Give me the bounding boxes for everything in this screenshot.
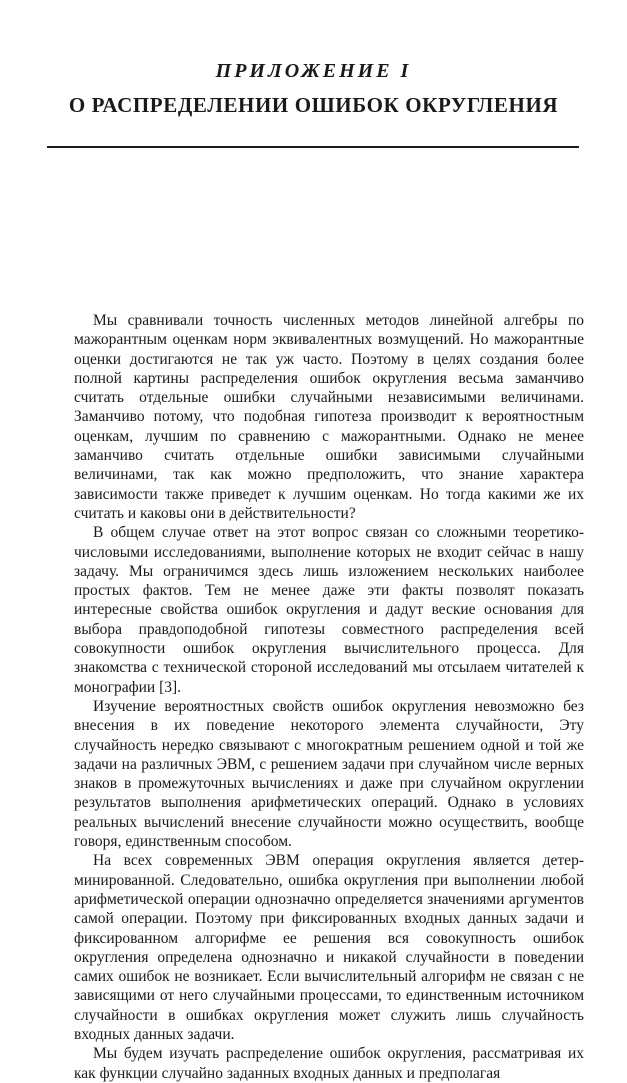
paragraph: Изучение вероятностных свойств ошибок округления невозможно без внесения в их поведение некоторого элемента случайности, Эту случайность нередко связывают с многократным решением одной и той же задачи на различных ЭВМ, с решением задачи при случайном числе верных знаков в промежуточных вычислениях и даже при случайном округлении результатов выполнения арифметических операций. Однако в условиях реальных вычислений внесение случайности можно осуществить, вообще говоря, единственным способом. [74,697,584,851]
title-divider [47,146,579,148]
paragraph: Мы будем изучать распределение ошибок округления, рассматривая их как функции случайно заданных входных данных и предполагая [74,1045,584,1082]
paragraph: На всех современных ЭВМ операция округления является детерминированной. Следовательно, ошибка округления при выполнении любой арифметической операции однозначно определяется значениями аргументов самой операции. Поэтому при фиксированных входных данных задачи и фиксированном алгорифме ее решения вся совокупность ошибок округления определена однозначно и никакой случайности в поведении самих ошибок не возникает. Если вычислительный алгорифм не связан с не зависящими от него случайными процессами, то единственным источником случайности в ошибках округления может служить лишь случайность входных данных задачи. [74,852,584,1043]
paragraph: Мы сравнивали точность численных методов линейной алгебры по мажорантным оценкам норм эквивалентных возмущений. Но мажорантные оценки достигаются не так уж часто. Поэтому в целях создания более полной картины распределения ошибок округления весьма заманчиво считать отдельные ошибки случайными независимыми величинами. Заманчиво потому, что подобная гипотеза производит к вероятностным оценкам, лучшим по сравнению с мажорантными. Однако не менее заманчиво считать отдельные ошибки зависимыми случайными величинами, так как можно предположить, что знание характера зависимости также приведет к лучшим оценкам. Но тогда какими же их считать и каковы они в действительности? [74,312,584,522]
chapter-title: О РАСПРЕДЕЛЕНИИ ОШИБОК ОКРУГЛЕНИЯ [68,93,559,117]
body-text [74,311,584,1083]
paragraph: В общем случае ответ на этот вопрос связан со сложными теоретико-числовыми исследованиями, выполнение которых не входит сейчас в нашу задачу. Мы ограничимся здесь лишь изложением нескольких наиболее простых фактов. Тем не менее даже эти факты позволят показать интересные свойства ошибок округления и дадут веские основания для выбора правдоподобной гипотезы совместного распределения всей совокупности ошибок округления вычислительного процесса. Для знакомства с технической стороной исследований мы отсылаем читателей к монографии [3]. [74,524,584,696]
appendix-label: ПРИЛОЖЕНИЕ I [215,60,412,82]
